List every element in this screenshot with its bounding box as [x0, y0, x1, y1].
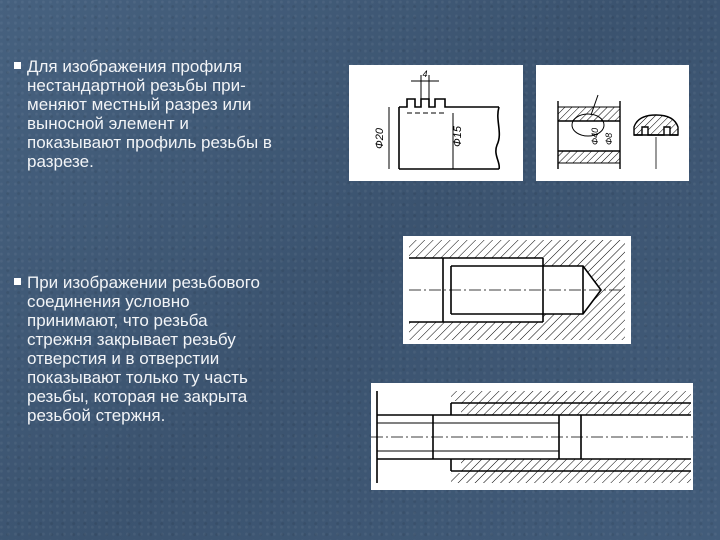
- drawing-local-section-thread: [349, 65, 523, 181]
- bullet-text-1: Для изображения профиля нестандартной резьбы при- меняют местный разрез или выносной элемент и показывают профиль резьбы в разрезе.: [27, 57, 272, 171]
- bullet-item-1: [27, 57, 327, 171]
- bullet-item-2: [27, 273, 327, 425]
- dim-inner-diameter: Ф15: [452, 126, 464, 147]
- drawing-threaded-connection: [371, 383, 693, 490]
- dim-detail-outer: Ф40: [590, 127, 600, 145]
- bullet-marker: [14, 278, 21, 285]
- dim-detail-inner: Ф8: [604, 132, 614, 145]
- bullet-marker: [14, 62, 21, 69]
- drawing-detail-element: [536, 65, 689, 181]
- dim-thread-width: 4: [422, 69, 428, 79]
- bullet-text-2: При изображении резьбового соединения условно принимают, что резьба стрежня закрывает резьбу отверстия и в отверстии показывают только ту часть резьбы, которая не закрыта резьбой стержня.: [27, 273, 260, 425]
- drawing-threaded-hole: [403, 236, 631, 344]
- dim-outer-diameter: Ф20: [374, 128, 386, 149]
